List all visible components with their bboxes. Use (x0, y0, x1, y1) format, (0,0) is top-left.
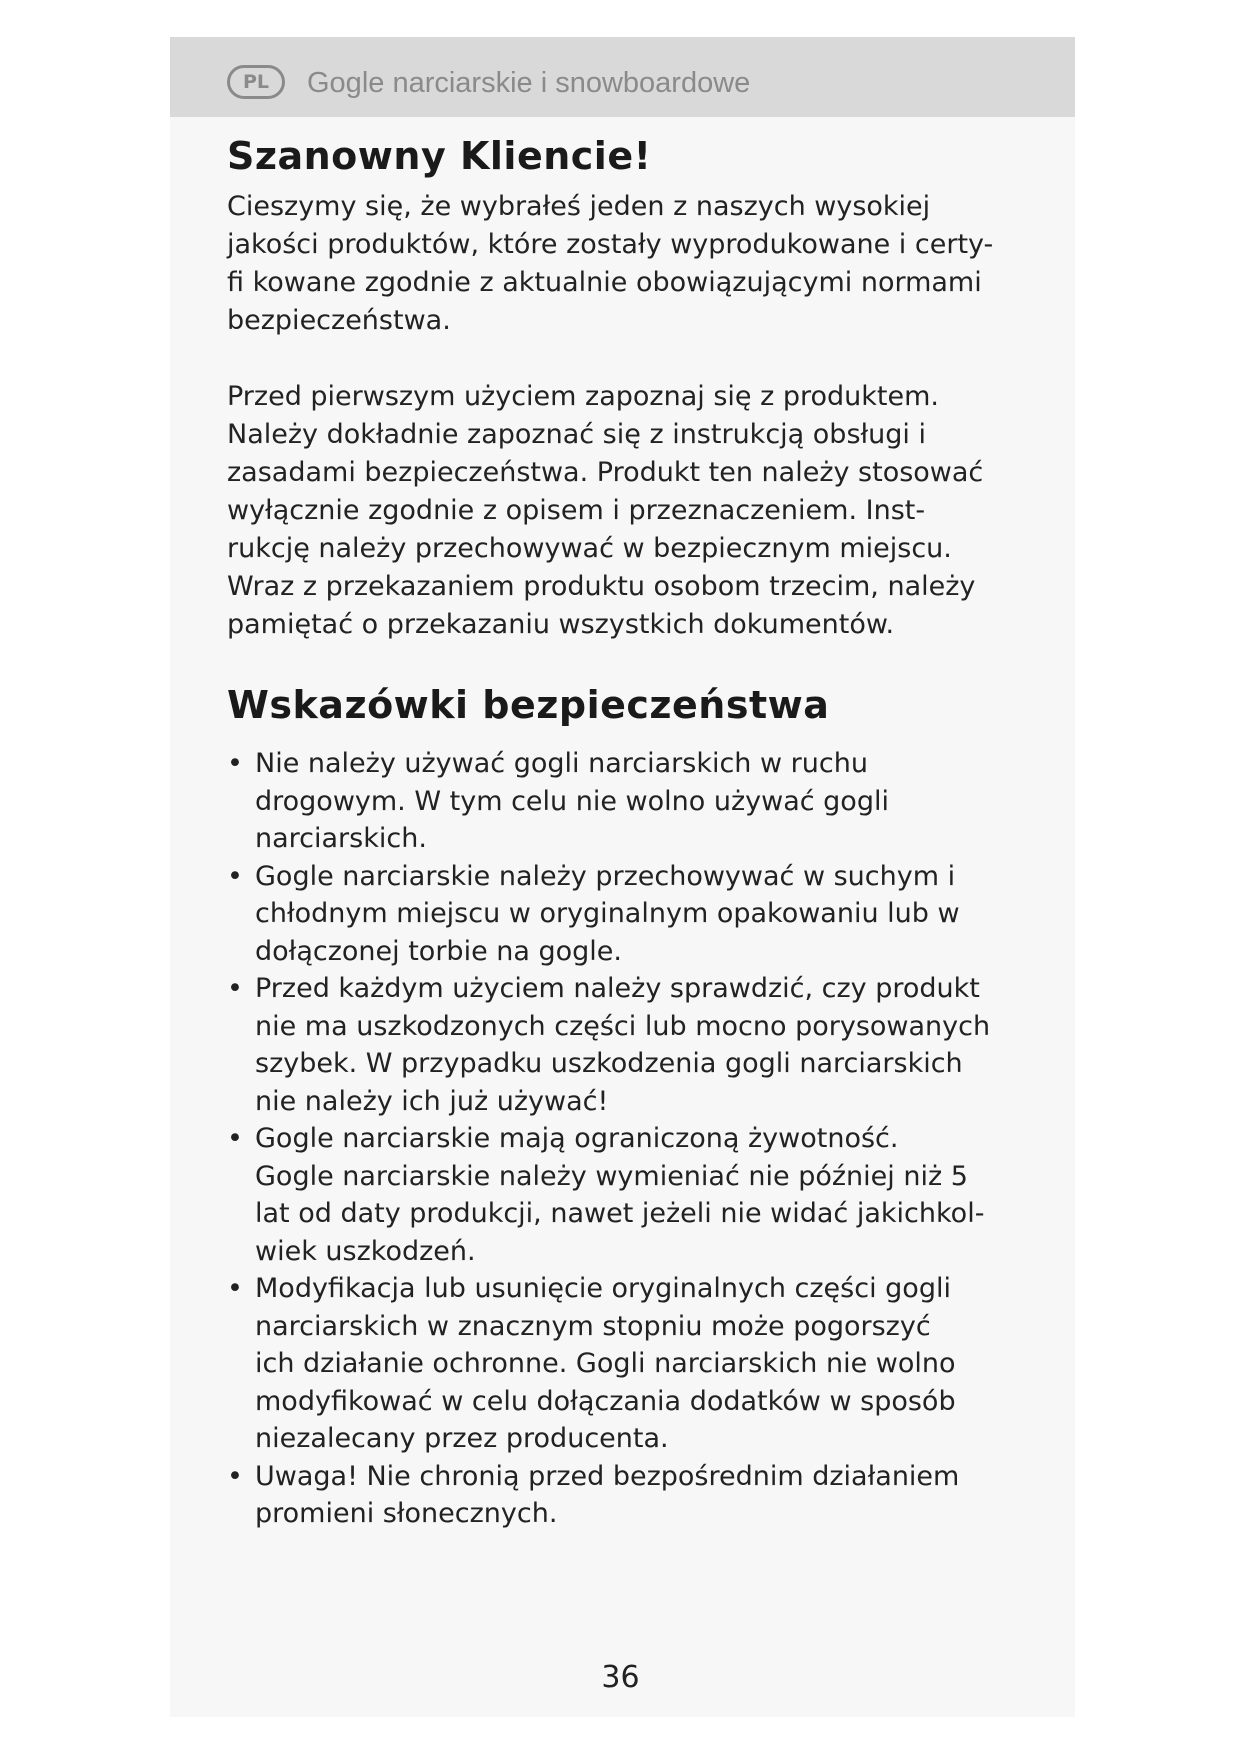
text-line: Gogle narciarskie należy wymieniać nie później niż 5 (255, 1160, 968, 1192)
bullet-icon: • (227, 860, 243, 892)
safety-list-item (227, 1458, 1057, 1533)
text-line: chłodnym miejscu w oryginalnym opakowaniu lub w (255, 898, 960, 929)
text-line: Przed pierwszym użyciem zapoznaj się z produktem. (227, 381, 939, 412)
text-line: Nie należy używać gogli narciarskich w ruchu (255, 748, 868, 779)
text-line: Modyfikacja lub usunięcie oryginalnych części gogli (255, 1273, 951, 1304)
text-line: Gogle narciarskie mają ograniczoną żywotność. (255, 1123, 899, 1154)
bullet-icon: • (227, 973, 243, 1004)
text-line: promieni słonecznych. (255, 1498, 558, 1529)
text-line: Należy dokładnie zapoznać się z instrukcją obsługi i (227, 419, 927, 450)
text-line: nie ma uszkodzonych części lub mocno porysowanych (255, 1010, 991, 1042)
safety-list-item (227, 858, 1057, 971)
text-line: Przed każdym użyciem należy sprawdzić, czy produkt (255, 973, 980, 1004)
text-line: drogowym. W tym celu nie wolno używać gogli (255, 785, 889, 817)
safety-list-item (227, 1120, 1057, 1270)
text-line: niezalecany przez producenta. (255, 1423, 669, 1454)
text-line: jakości produktów, które zostały wyprodukowane i certy- (227, 229, 994, 260)
safety-list-item (227, 1270, 1057, 1458)
text-line: narciarskich w znacznym stopniu może pogorszyć (255, 1310, 931, 1342)
text-line: wyłącznie zgodnie z opisem i przeznaczeniem. Inst- (227, 495, 926, 526)
text-line: Wraz z przekazaniem produktu osobom trzecim, należy (227, 571, 976, 602)
bullet-icon: • (227, 1273, 243, 1304)
text-line: zasadami bezpieczeństwa. Produkt ten należy stosować (227, 457, 984, 488)
text-line: dołączonej torbie na gogle. (255, 935, 622, 967)
text-line: bezpieczeństwa. (227, 305, 451, 336)
bullet-icon: • (227, 748, 243, 779)
text-line: fi kowane zgodnie z aktualnie obowiązującymi normami (227, 267, 982, 298)
greeting-heading: Szanowny Kliencie! (227, 134, 652, 178)
greeting-paragraph-2 (227, 378, 1047, 644)
page-number: 36 (601, 1660, 640, 1695)
header-title: Gogle narciarskie i snowboardowe (307, 67, 751, 99)
text-line: nie należy ich już używać! (255, 1085, 609, 1117)
safety-heading: Wskazówki bezpieczeństwa (227, 683, 830, 727)
language-badge: PL (227, 65, 285, 99)
text-line: ich działanie ochronne. Gogli narciarskich nie wolno (255, 1348, 956, 1379)
safety-list-item (227, 970, 1057, 1120)
text-line: Gogle narciarskie należy przechowywać w suchym i (255, 860, 956, 892)
text-line: wiek uszkodzeń. (255, 1235, 476, 1267)
text-line: Uwaga! Nie chronią przed bezpośrednim działaniem (255, 1460, 960, 1492)
text-line: Cieszymy się, że wybrałeś jeden z naszych wysokiej (227, 191, 931, 222)
text-line: rukcję należy przechowywać w bezpiecznym miejscu. (227, 533, 952, 564)
safety-list (227, 745, 1057, 1533)
text-line: lat od daty produkcji, nawet jeżeli nie widać jakichkol- (255, 1198, 985, 1229)
text-line: szybek. W przypadku uszkodzenia gogli narciarskich (255, 1048, 963, 1079)
safety-list-item (227, 745, 1057, 858)
text-line: modyfikować w celu dołączania dodatków w sposób (255, 1385, 956, 1417)
greeting-paragraph-1 (227, 188, 1047, 340)
bullet-icon: • (227, 1123, 243, 1154)
text-line: narciarskich. (255, 823, 427, 854)
text-line: pamiętać o przekazaniu wszystkich dokumentów. (227, 609, 895, 640)
bullet-icon: • (227, 1460, 243, 1492)
